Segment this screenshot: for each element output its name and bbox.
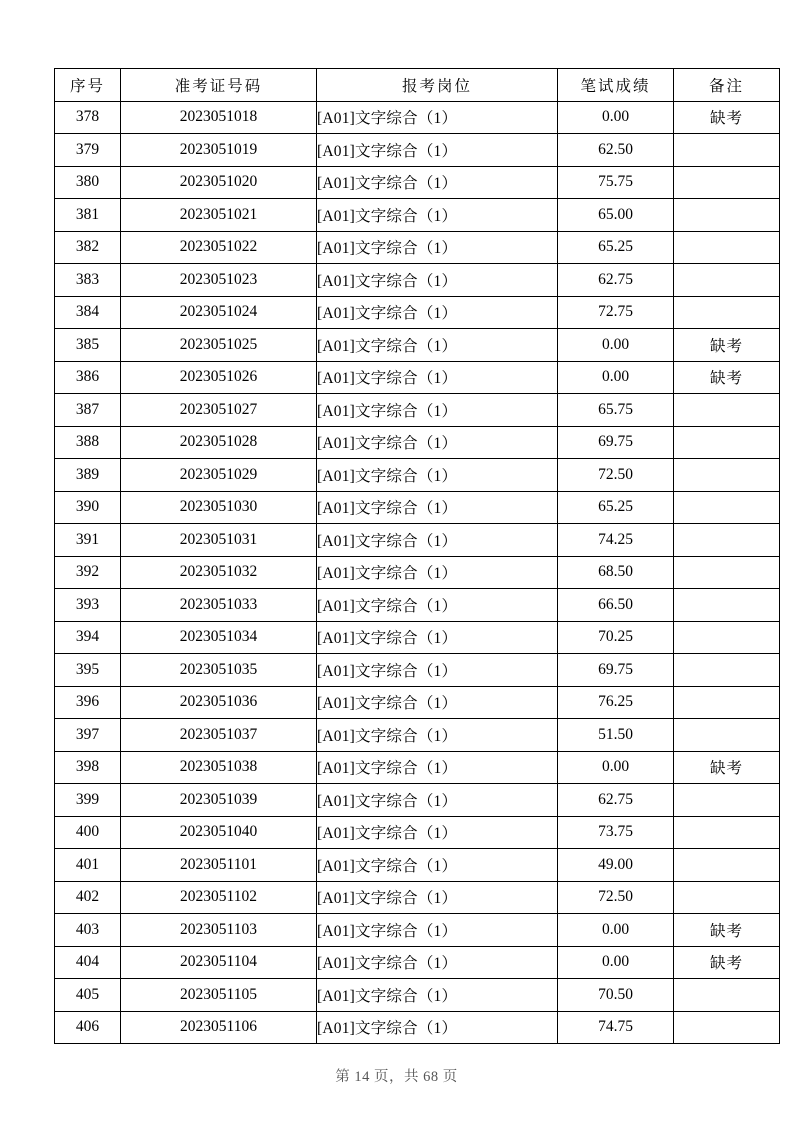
cell-post: [A01]文字综合（1） (317, 654, 558, 687)
cell-post: [A01]文字综合（1） (317, 166, 558, 199)
cell-remark (674, 459, 780, 492)
cell-index: 404 (55, 946, 121, 979)
cell-index: 387 (55, 394, 121, 427)
cell-remark (674, 134, 780, 167)
cell-admission-number: 2023051037 (121, 719, 317, 752)
cell-admission-number: 2023051025 (121, 329, 317, 362)
cell-written-score: 73.75 (558, 816, 674, 849)
cell-post: [A01]文字综合（1） (317, 816, 558, 849)
cell-admission-number: 2023051102 (121, 881, 317, 914)
table-row (55, 556, 780, 589)
table-row (55, 231, 780, 264)
cell-admission-number: 2023051103 (121, 914, 317, 947)
table-row (55, 914, 780, 947)
cell-admission-number: 2023051033 (121, 589, 317, 622)
cell-admission-number: 2023051018 (121, 101, 317, 134)
cell-admission-number: 2023051105 (121, 979, 317, 1012)
cell-written-score: 75.75 (558, 166, 674, 199)
cell-admission-number: 2023051040 (121, 816, 317, 849)
table-row (55, 816, 780, 849)
cell-remark: 缺考 (674, 946, 780, 979)
cell-index: 384 (55, 296, 121, 329)
cell-written-score: 68.50 (558, 556, 674, 589)
table-row (55, 329, 780, 362)
table-row (55, 784, 780, 817)
cell-admission-number: 2023051031 (121, 524, 317, 557)
cell-written-score: 74.25 (558, 524, 674, 557)
cell-admission-number: 2023051026 (121, 361, 317, 394)
cell-written-score: 0.00 (558, 751, 674, 784)
cell-post: [A01]文字综合（1） (317, 134, 558, 167)
cell-remark (674, 491, 780, 524)
cell-admission-number: 2023051038 (121, 751, 317, 784)
cell-post: [A01]文字综合（1） (317, 199, 558, 232)
table-row (55, 654, 780, 687)
table-row (55, 296, 780, 329)
cell-index: 400 (55, 816, 121, 849)
cell-admission-number: 2023051101 (121, 849, 317, 882)
cell-post: [A01]文字综合（1） (317, 881, 558, 914)
cell-admission-number: 2023051034 (121, 621, 317, 654)
cell-written-score: 0.00 (558, 101, 674, 134)
cell-post: [A01]文字综合（1） (317, 459, 558, 492)
table-row (55, 621, 780, 654)
cell-post: [A01]文字综合（1） (317, 426, 558, 459)
cell-admission-number: 2023051036 (121, 686, 317, 719)
table-row (55, 101, 780, 134)
cell-admission-number: 2023051039 (121, 784, 317, 817)
cell-index: 390 (55, 491, 121, 524)
column-header-remark: 备注 (674, 69, 780, 102)
cell-remark (674, 199, 780, 232)
cell-admission-number: 2023051022 (121, 231, 317, 264)
cell-remark (674, 166, 780, 199)
cell-index: 402 (55, 881, 121, 914)
table-header (55, 69, 780, 102)
cell-post: [A01]文字综合（1） (317, 914, 558, 947)
cell-post: [A01]文字综合（1） (317, 946, 558, 979)
cell-post: [A01]文字综合（1） (317, 264, 558, 297)
cell-index: 399 (55, 784, 121, 817)
cell-written-score: 62.75 (558, 264, 674, 297)
cell-index: 396 (55, 686, 121, 719)
cell-admission-number: 2023051030 (121, 491, 317, 524)
cell-index: 383 (55, 264, 121, 297)
cell-post: [A01]文字综合（1） (317, 329, 558, 362)
table-row (55, 589, 780, 622)
cell-post: [A01]文字综合（1） (317, 231, 558, 264)
cell-remark (674, 621, 780, 654)
cell-index: 393 (55, 589, 121, 622)
cell-remark: 缺考 (674, 751, 780, 784)
cell-written-score: 72.75 (558, 296, 674, 329)
cell-written-score: 69.75 (558, 654, 674, 687)
cell-written-score: 65.00 (558, 199, 674, 232)
cell-post: [A01]文字综合（1） (317, 751, 558, 784)
cell-post: [A01]文字综合（1） (317, 621, 558, 654)
cell-admission-number: 2023051106 (121, 1011, 317, 1044)
cell-written-score: 70.50 (558, 979, 674, 1012)
cell-index: 395 (55, 654, 121, 687)
cell-index: 378 (55, 101, 121, 134)
cell-written-score: 72.50 (558, 459, 674, 492)
scores-table (54, 68, 780, 1044)
cell-post: [A01]文字综合（1） (317, 361, 558, 394)
cell-index: 392 (55, 556, 121, 589)
cell-written-score: 0.00 (558, 946, 674, 979)
cell-index: 394 (55, 621, 121, 654)
cell-post: [A01]文字综合（1） (317, 1011, 558, 1044)
cell-post: [A01]文字综合（1） (317, 849, 558, 882)
cell-post: [A01]文字综合（1） (317, 491, 558, 524)
cell-written-score: 0.00 (558, 361, 674, 394)
cell-remark (674, 849, 780, 882)
cell-admission-number: 2023051023 (121, 264, 317, 297)
cell-remark: 缺考 (674, 329, 780, 362)
table-body (55, 101, 780, 1044)
cell-written-score: 65.25 (558, 231, 674, 264)
table-row (55, 264, 780, 297)
table-row (55, 881, 780, 914)
cell-written-score: 62.75 (558, 784, 674, 817)
cell-admission-number: 2023051021 (121, 199, 317, 232)
cell-written-score: 69.75 (558, 426, 674, 459)
cell-index: 403 (55, 914, 121, 947)
cell-remark (674, 784, 780, 817)
column-header-admission-number: 准考证号码 (121, 69, 317, 102)
cell-remark (674, 881, 780, 914)
cell-post: [A01]文字综合（1） (317, 784, 558, 817)
cell-index: 379 (55, 134, 121, 167)
cell-written-score: 72.50 (558, 881, 674, 914)
table-row (55, 491, 780, 524)
table-row (55, 1011, 780, 1044)
cell-admission-number: 2023051024 (121, 296, 317, 329)
cell-written-score: 74.75 (558, 1011, 674, 1044)
table-row (55, 979, 780, 1012)
cell-written-score: 66.50 (558, 589, 674, 622)
cell-written-score: 62.50 (558, 134, 674, 167)
cell-remark (674, 654, 780, 687)
cell-post: [A01]文字综合（1） (317, 979, 558, 1012)
cell-written-score: 76.25 (558, 686, 674, 719)
cell-index: 385 (55, 329, 121, 362)
cell-index: 381 (55, 199, 121, 232)
cell-post: [A01]文字综合（1） (317, 589, 558, 622)
cell-index: 389 (55, 459, 121, 492)
cell-written-score: 0.00 (558, 914, 674, 947)
cell-written-score: 70.25 (558, 621, 674, 654)
cell-index: 388 (55, 426, 121, 459)
cell-remark (674, 816, 780, 849)
cell-index: 397 (55, 719, 121, 752)
table-row (55, 459, 780, 492)
cell-written-score: 0.00 (558, 329, 674, 362)
cell-post: [A01]文字综合（1） (317, 556, 558, 589)
cell-written-score: 51.50 (558, 719, 674, 752)
cell-admission-number: 2023051027 (121, 394, 317, 427)
column-header-index: 序号 (55, 69, 121, 102)
table-row (55, 751, 780, 784)
column-header-written-score: 笔试成绩 (558, 69, 674, 102)
cell-written-score: 65.75 (558, 394, 674, 427)
cell-remark: 缺考 (674, 361, 780, 394)
cell-index: 391 (55, 524, 121, 557)
cell-remark: 缺考 (674, 914, 780, 947)
cell-remark: 缺考 (674, 101, 780, 134)
cell-remark (674, 264, 780, 297)
cell-index: 398 (55, 751, 121, 784)
table-row (55, 199, 780, 232)
cell-admission-number: 2023051035 (121, 654, 317, 687)
cell-remark (674, 686, 780, 719)
cell-remark (674, 1011, 780, 1044)
table-row (55, 394, 780, 427)
table-row (55, 686, 780, 719)
table-row (55, 719, 780, 752)
cell-written-score: 49.00 (558, 849, 674, 882)
cell-post: [A01]文字综合（1） (317, 686, 558, 719)
cell-remark (674, 296, 780, 329)
column-header-post: 报考岗位 (317, 69, 558, 102)
cell-post: [A01]文字综合（1） (317, 394, 558, 427)
table-row (55, 426, 780, 459)
cell-remark (674, 556, 780, 589)
cell-index: 401 (55, 849, 121, 882)
cell-index: 386 (55, 361, 121, 394)
cell-remark (674, 719, 780, 752)
table-row (55, 524, 780, 557)
cell-index: 382 (55, 231, 121, 264)
cell-post: [A01]文字综合（1） (317, 719, 558, 752)
table-row (55, 166, 780, 199)
cell-remark (674, 426, 780, 459)
cell-remark (674, 231, 780, 264)
table-row (55, 946, 780, 979)
cell-remark (674, 524, 780, 557)
cell-remark (674, 589, 780, 622)
table-header-row (55, 69, 780, 102)
table-row (55, 361, 780, 394)
table-row (55, 134, 780, 167)
cell-written-score: 65.25 (558, 491, 674, 524)
cell-index: 406 (55, 1011, 121, 1044)
page-footer: 第 14 页，共 68 页 (335, 1069, 458, 1085)
cell-post: [A01]文字综合（1） (317, 524, 558, 557)
cell-post: [A01]文字综合（1） (317, 296, 558, 329)
cell-admission-number: 2023051032 (121, 556, 317, 589)
cell-post: [A01]文字综合（1） (317, 101, 558, 134)
cell-admission-number: 2023051020 (121, 166, 317, 199)
table-row (55, 849, 780, 882)
cell-index: 405 (55, 979, 121, 1012)
cell-remark (674, 394, 780, 427)
cell-admission-number: 2023051104 (121, 946, 317, 979)
cell-index: 380 (55, 166, 121, 199)
cell-remark (674, 979, 780, 1012)
cell-admission-number: 2023051019 (121, 134, 317, 167)
cell-admission-number: 2023051029 (121, 459, 317, 492)
cell-admission-number: 2023051028 (121, 426, 317, 459)
